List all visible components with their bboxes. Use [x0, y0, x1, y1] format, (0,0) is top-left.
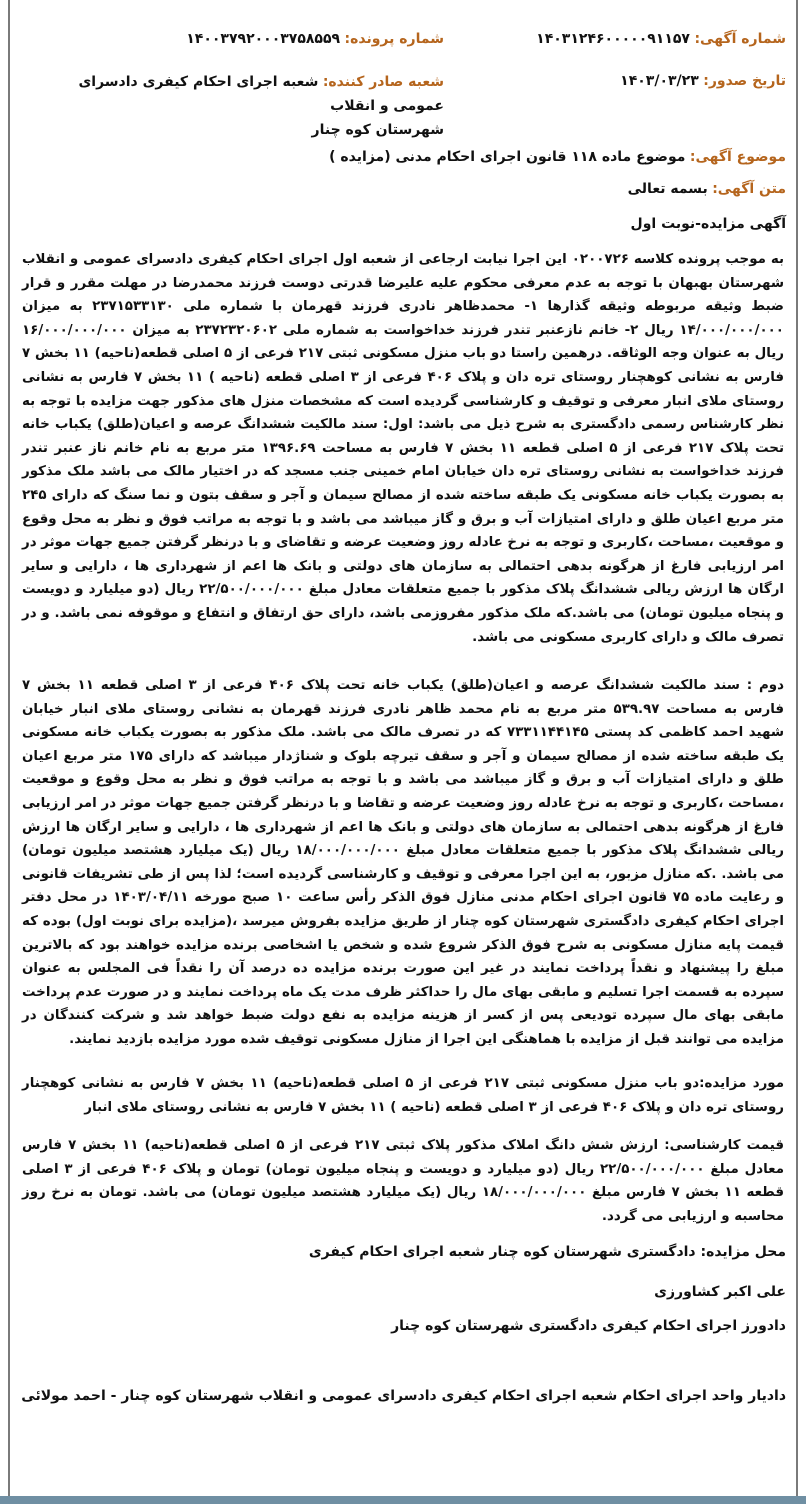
case-number	[186, 28, 444, 50]
issuer	[24, 70, 444, 142]
paragraph-1: به موجب پرونده کلاسه ۰۲۰۰۷۲۶ این اجرا نیابت ارجاعی از شعبه اول اجرای احکام کیفری دادسرای عمومی و انقلاب شهرستان بهبهان با توجه به عدم معرفی محکوم علیه علیرضا قدرتی دوست فرزند محمدرضا در مهلت مقرر و قرار ضبط وثیقه مربوطه وثیقه گذارها ۱- محمدظاهر نادری فرزند قهرمان با شماره ملی ۲۳۷۱۵۳۳۱۳۰ به میزان ۱۴/۰۰۰/۰۰۰/۰۰۰ ریال ۲- خانم نازعنبر تندر فرزند خداخواست به شماره ملی ۲۳۷۲۳۲۰۶۰۲ به میزان ۱۶/۰۰۰/۰۰۰/۰۰۰ ریال به عنوان وجه الوثاقه. درهمین راستا دو باب منزل مسکونی ثبتی ۲۱۷ فرعی از ۵ اصلی قطعه(ناحیه) ۱۱ بخش ۷ فارس به نشانی کوهچنار روستای تره دان و پلاک ۴۰۶ فرعی از ۳ اصلی قطعه (ناحیه ) ۱۱ بخش ۷ فارس به نشانی روستای ملای انبار معرفی و توقیف و کارشناسی گردیده است که مشخصات منزل های مذکور جهت مزایده با توجه به نظر کارشناس رسمی دادگستری به شرح ذیل می باشد: اول: سند مالکیت ششدانگ عرصه و اعیان(طلق) یکباب خانه تحت پلاک ۲۱۷ فرعی از ۵ اصلی قطعه ۱۱ بخش ۷ فارس به مساحت ۱۳۹۶.۶۹ متر مربع به نام خانم ناز عنبر تندر فرزند خداخواست به نشانی روستای تره دان خیابان امام خمینی جنب مسجد که در اختیار مالک می باشد ملک مذکور به بصورت یکباب خانه مسکونی یک طبقه ساخته شده از مصالح سیمان و آجر و سقف بتون و نما سنگ که دارای ۲۴۵ متر مربع اعیان طلق و دارای امتیازات آب و برق و گاز میباشد می باشد و با توجه به مراتب فوق و نظر به محل وقوع و موقعیت ،مساحت ،کاربری و توجه به نرخ عادله روز وضعیت عرضه و تقاضای و با درنظر گرفتن جمیع جهات موثر در امر ارزیابی فارغ از هرگونه بدهی احتمالی به سازمان های دولتی و بانک ها اعم از شهرداری ها ، دارایی و سایر ارگان ها ارزش ریالی ششدانگ پلاک مذکور با جمیع متعلقات معادل مبلغ ۲۲/۵۰۰/۰۰۰/۰۰۰ ریال (دو میلیارد و دویست و پنجاه میلیون تومان) می باشد.که ملک مذکور مفروزمی باشد، دارای حق ارتفاق و انتفاع و موقوفه نمی باشد. و در تصرف مالک و دارای کاربری مسکونی می باشد.	[22, 252, 785, 645]
paragraph-4-block	[22, 1134, 784, 1228]
body-intro-value: بسمه تعالی	[627, 181, 708, 197]
paragraph-1-block	[22, 248, 784, 649]
body-intro-label: متن آگهی:	[712, 181, 786, 197]
issuer-label: شعبه صادر کننده:	[322, 74, 444, 90]
ad-number-value: ۱۴۰۳۱۲۴۶۰۰۰۰۰۹۱۱۵۷	[536, 31, 690, 47]
footer-line: دادیار واحد اجرای احکام شعبه اجرای احکام کیفری دادسرای عمومی و انقلاب شهرستان کوه چنار - احمد مولائی	[21, 1388, 786, 1404]
issue-date-value: ۱۴۰۳/۰۳/۲۳	[620, 73, 699, 89]
bottom-strip	[0, 1496, 806, 1504]
paragraph-2-block	[22, 674, 784, 1052]
paragraph-2: دوم : سند مالکیت ششدانگ عرصه و اعیان(طلق) یکباب خانه تحت پلاک ۴۰۶ فرعی از ۳ اصلی قطعه ۱۱ بخش ۷ فارس به مساحت ۵۳۹.۹۷ متر مربع به نام محمد ظاهر نادری فرزند قهرمان به نشانی روستای ملای انبار خیابان شهید احمد کاظمی کد پستی ۷۳۳۱۱۴۴۱۴۵ که در تصرف مالک می باشد. ملک مذکور به بصورت یکباب خانه مسکونی یک طبقه ساخته شده از مصالح سیمان و آجر و سقف تیرچه بلوک و شناژدار میباشد که دارای ۱۷۵ متر مربع اعیان طلق و دارای امتیازات آب و برق و گاز میباشد می باشد و با توجه به مراتب فوق و نظر به محل وقوع و موقعیت ،مساحت ،کاربری و توجه به نرخ عادله روز وضعیت عرضه و تقاضا و با درنظر گرفتن جمیع جهات موثر در امر ارزیابی فارغ از هرگونه بدهی احتمالی به سازمان های دولتی و بانک ها اعم از شهرداری ها ، دارایی و سایر ارگان ها ارزش ریالی ششدانگ پلاک مذکور با جمیع متعلقات معادل مبلغ ۱۸/۰۰۰/۰۰۰/۰۰۰ ریال (یک میلیارد هشتصد میلیون تومان) می باشد. .که منازل مزبور، به این اجرا معرفی و توقیف و کارشناسی گردیده است؛ لذا پس از طی تشریفات قانونی و رعایت ماده ۷۵ قانون اجرای احکام مدنی منازل فوق الذکر رأس ساعت ۱۰ صبح مورخه ۱۴۰۳/۰۴/۱۱ در محل دفتر اجرای احکام کیفری دادگستری شهرستان کوه چنار از طریق مزایده بفروش میرسد ،(مزایده برای نوبت اول) بوده که قیمت پایه منازل مسکونی به شرح فوق الذکر شروع شده و شخص یا اشخاصی برنده مزایده خواهند بود که بالاترین مبلغ را پیشنهاد و نقداً پرداخت نمایند در غیر این صورت برنده مزایده ده درصد آن را نقداً فی المجلس به عنوان سپرده به قسمت اجرا تسلیم و مابقی بهای مال را حداکثر ظرف مدت یک ماه پرداخت نمایند و در صورت عدم پرداخت مابقی بهای مال سپرده تودیعی پس از کسر از هزینه مزایده به نفع دولت ضبط خواهد شد و شرکت کنندگان در مزایده می توانند قبل از مزایده با هماهنگی این اجرا از منازل مسکونی توقیف شده مورد مزایده بازدید نمایند.	[22, 678, 785, 1047]
ad-number-label: شماره آگهی:	[694, 31, 786, 47]
signer-name: علی اکبر کشاورزی	[654, 1284, 786, 1300]
auction-location: محل مزایده: دادگستری شهرستان کوه چنار شعبه اجرای احکام کیفری	[308, 1244, 786, 1260]
ad-number	[536, 28, 786, 50]
issuer-value-line1: شعبه اجرای احکام کیفری دادسرای عمومی و انقلاب	[78, 74, 444, 114]
subject	[329, 146, 786, 168]
subject-label: موضوع آگهی:	[689, 149, 786, 165]
issue-date	[620, 70, 786, 92]
issuer-value-line2: شهرستان کوه چنار	[311, 122, 444, 138]
subject-value: موضوع ماده ۱۱۸ قانون اجرای احکام مدنی (مزایده )	[329, 149, 686, 165]
case-number-value: ۱۴۰۰۳۷۹۲۰۰۰۳۷۵۸۵۵۹	[186, 31, 341, 47]
paragraph-4: قیمت کارشناسی: ارزش شش دانگ املاک مذکور پلاک ثبتی ۲۱۷ فرعی از ۵ اصلی قطعه(ناحیه) ۱۱ بخش ۷ فارس معادل مبلغ ۲۲/۵۰۰/۰۰۰/۰۰۰ ریال (دو میلیارد و دویست و پنجاه میلیون تومان) تومان و پلاک ۴۰۶ فرعی از ۳ اصلی قطعه ۱۱ بخش ۷ فارس مبلغ ۱۸/۰۰۰/۰۰۰/۰۰۰ ریال (یک میلیارد هشتصد میلیون تومان) می باشد. تومان به نرخ روز محاسبه و ارزیابی می گردد.	[22, 1138, 785, 1224]
issue-date-label: تاریخ صدور:	[703, 73, 786, 89]
auction-title: آگهی مزایده-نوبت اول	[630, 216, 786, 232]
body-intro	[628, 178, 786, 200]
document-page	[8, 0, 798, 1496]
paragraph-3: مورد مزایده:دو باب منزل مسکونی ثبتی ۲۱۷ فرعی از ۵ اصلی قطعه(ناحیه) ۱۱ بخش ۷ فارس به نشانی کوهچنار روستای تره دان و پلاک ۴۰۶ فرعی از ۳ اصلی قطعه (ناحیه ) ۱۱ بخش ۷ فارس به نشانی روستای ملای انبار	[22, 1076, 784, 1115]
paragraph-3-block	[22, 1072, 784, 1119]
case-number-label: شماره پرونده:	[344, 31, 444, 47]
signer-title: دادورز اجرای احکام کیفری دادگستری شهرستان کوه چنار	[391, 1318, 786, 1334]
